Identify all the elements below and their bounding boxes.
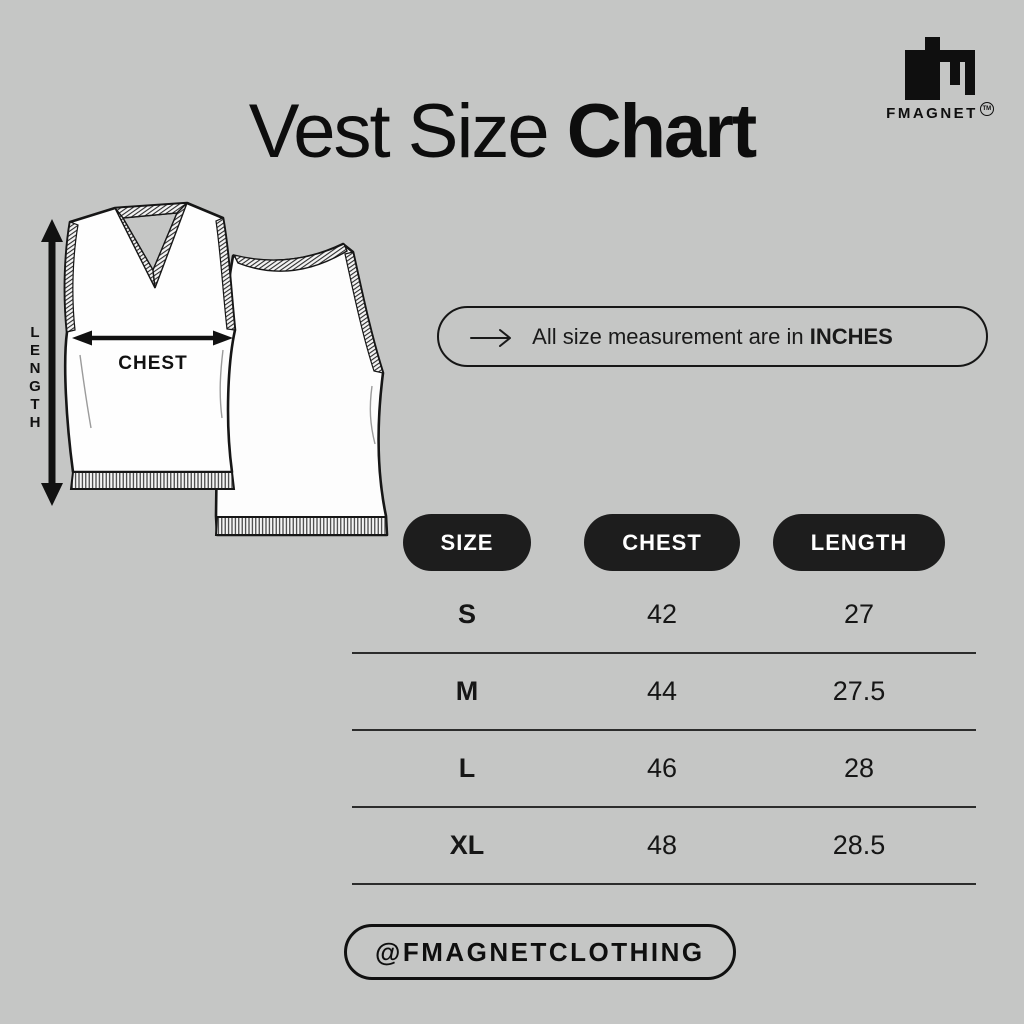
length-value: 28.5 [832, 830, 886, 860]
chest-value: 48 [646, 830, 678, 860]
social-handle-pill [344, 924, 736, 980]
table-row [352, 654, 976, 731]
size-value: S [457, 599, 476, 629]
length-label [29, 324, 41, 431]
length-letter: E [29, 342, 41, 359]
vest-front-illustration [65, 203, 235, 489]
chest-value: 46 [646, 753, 678, 783]
length-letter: T [30, 396, 40, 413]
column-header-length: LENGTH [773, 514, 945, 571]
note-text: All size measurement are in [532, 323, 810, 349]
page-title [0, 88, 1004, 175]
size-chart-table [352, 514, 976, 885]
chest-label: CHEST [118, 353, 188, 374]
length-letter: N [29, 360, 41, 377]
table-row [352, 731, 976, 808]
measurement-note-pill [437, 306, 988, 367]
length-letter: G [29, 378, 41, 395]
chest-value: 42 [646, 599, 678, 629]
length-value: 27 [843, 599, 875, 629]
page-title-bold: Chart [566, 89, 756, 174]
length-value: 27.5 [832, 676, 886, 706]
length-value: 28 [843, 753, 875, 783]
page-title-light: Vest Size [248, 89, 567, 174]
table-header-row [352, 514, 976, 571]
length-letter: H [29, 414, 41, 431]
table-row [352, 577, 976, 654]
chest-value: 44 [646, 676, 678, 706]
size-value: XL [449, 830, 485, 860]
column-header-chest: CHEST [584, 514, 740, 571]
brand-name: FMAGNET [886, 105, 978, 122]
length-arrow [41, 219, 63, 506]
vest-measurement-diagram [20, 190, 440, 550]
social-handle: @FMAGNETCLOTHING [375, 936, 705, 967]
size-value: M [455, 676, 479, 706]
column-header-size: SIZE [403, 514, 532, 571]
size-value: L [458, 753, 476, 783]
vest-back-illustration [216, 244, 387, 535]
length-letter: L [30, 324, 40, 341]
trademark-badge: TM [980, 102, 994, 116]
table-row [352, 808, 976, 885]
measurement-note [439, 308, 986, 365]
note-unit: INCHES [809, 323, 893, 349]
